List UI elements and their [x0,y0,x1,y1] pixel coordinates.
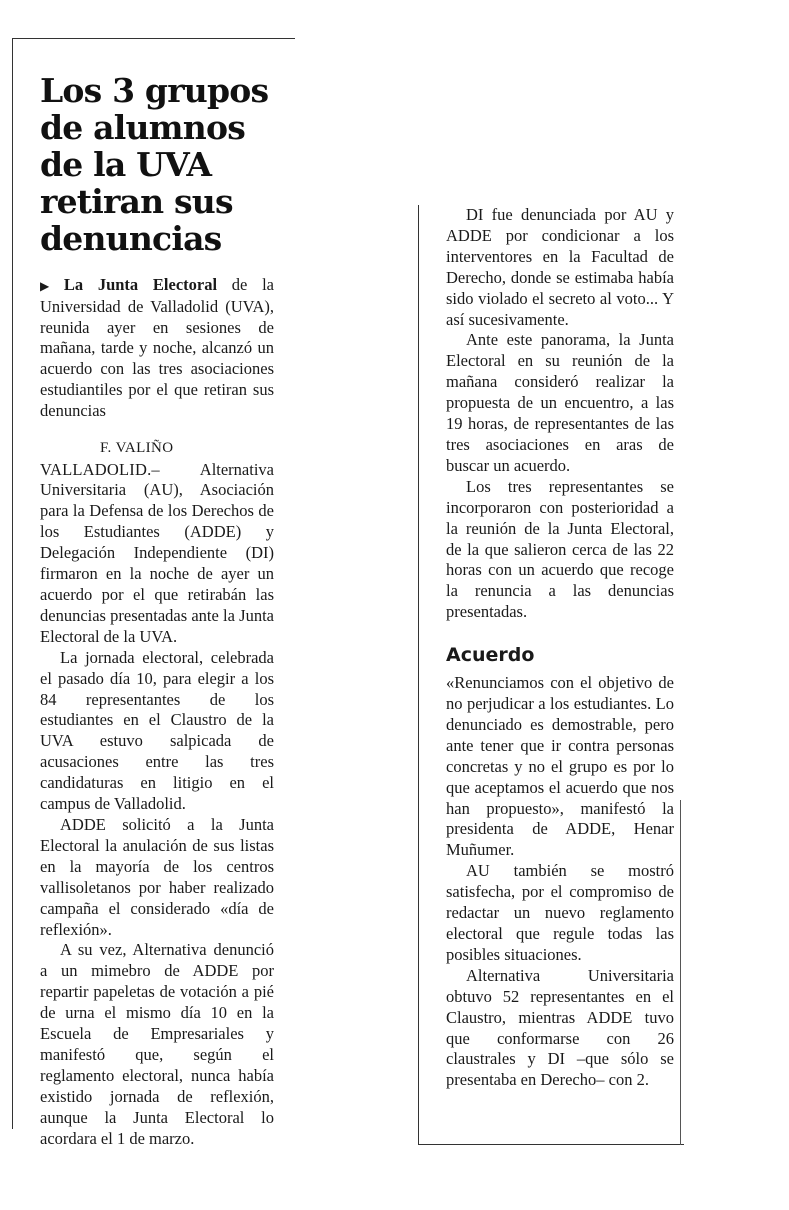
body-paragraph: Ante este panorama, la Junta Electoral en su reunión de la mañana consideró realizar la propuesta de un encuentro, a las 19 horas, de representantes de las tres asociaciones en aras de buscar un acuerdo. [446,330,674,475]
body-paragraph: ADDE solicitó a la Junta Electoral la anulación de sus listas en la mayoría de los centros vallisoletanos por haber realizado campaña el considerado «día de reflexión». [40,814,274,939]
body-paragraph: A su vez, Alternativa denunció a un mimebro de ADDE por repartir papeletas de votación a pié de urna el mismo día 10 en la Escuela de Empresariales y manifestó que, según el reglamento electoral, nunca había existido jornada de reflexión, aunque la Junta Electoral lo acordara el 1 de marzo. [40,940,274,1148]
lead-paragraph [40,275,274,422]
lead-marker-icon: ▶ [40,279,60,293]
article-column-left [40,72,274,1149]
body-paragraph: «Renunciamos con el objetivo de no perjudicar a los estudiantes. Lo denunciado es demostrable, pero ante tener que ir contra personas concretas y no el grupo es por lo que aceptamos el acuerdo que nos han propuesto», manifestó la presidenta de ADDE, Henar Muñumer. [446,673,674,860]
lead-strong: La Junta Electoral [63,275,218,294]
headline: Los 3 grupos de alumnos de la UVA retiran sus denuncias [40,71,269,258]
body-paragraph: DI fue denunciada por AU y ADDE por condicionar a los interventores en la Facultad de Derecho, donde se estimaba había sido violado el secreto al voto... Y así sucesivamente. [446,205,674,329]
lead-text: de la Universidad de Valladolid (UVA), reunida ayer en sesiones de mañana, tarde y noche, alcanzó un acuerdo con las tres asociaciones estudiantiles por el que retiran sus denuncias [40,275,275,420]
body-after-subhead [446,673,674,1091]
body-paragraph: La jornada electoral, celebrada el pasado día 10, para elegir a los 84 representantes de los estudiantes en el Claustro de la UVA estuvo salpicada de acusaciones entre las tres candidaturas en litigio en el campus de Valladolid. [40,647,274,814]
body-right [446,205,674,623]
subhead: Acuerdo [446,644,535,667]
clipping-border-right-column [418,205,419,1145]
body-left [40,460,274,1150]
body-paragraph: VALLADOLID.– Alternativa Universitaria (AU), Asociación para la Defensa de los Derechos de los Estudiantes (ADDE) y Delegación Independiente (DI) firmaron en la noche de ayer un acuerdo por el que retirabán las denuncias presentadas ante la Junta Electoral de la UVA. [40,459,274,646]
dateline: VALLADOLID.– [40,459,160,479]
body-paragraph: Los tres representantes se incorporaron con posterioridad a la reunión de la Junta Electoral, de la que salieron cerca de las 22 horas con un acuerdo que recoge la renuncia a las denuncias presentadas. [446,476,674,622]
clipping-border-right-edge [680,800,681,1145]
body-paragraph: Alternativa Universitaria obtuvo 52 representantes en el Claustro, mientras ADDE tuvo que conformarse con 26 claustrales y DI –que sólo se presentaba en Derecho– con 2. [446,965,674,1090]
article-column-right [446,205,674,1091]
byline: F. VALIÑO [100,439,174,456]
body-paragraph: AU también se mostró satisfecha, por el compromiso de redactar un nuevo reglamento electoral que regule todas las posibles situaciones. [446,861,674,964]
clipping-border-bottom [418,1144,684,1145]
